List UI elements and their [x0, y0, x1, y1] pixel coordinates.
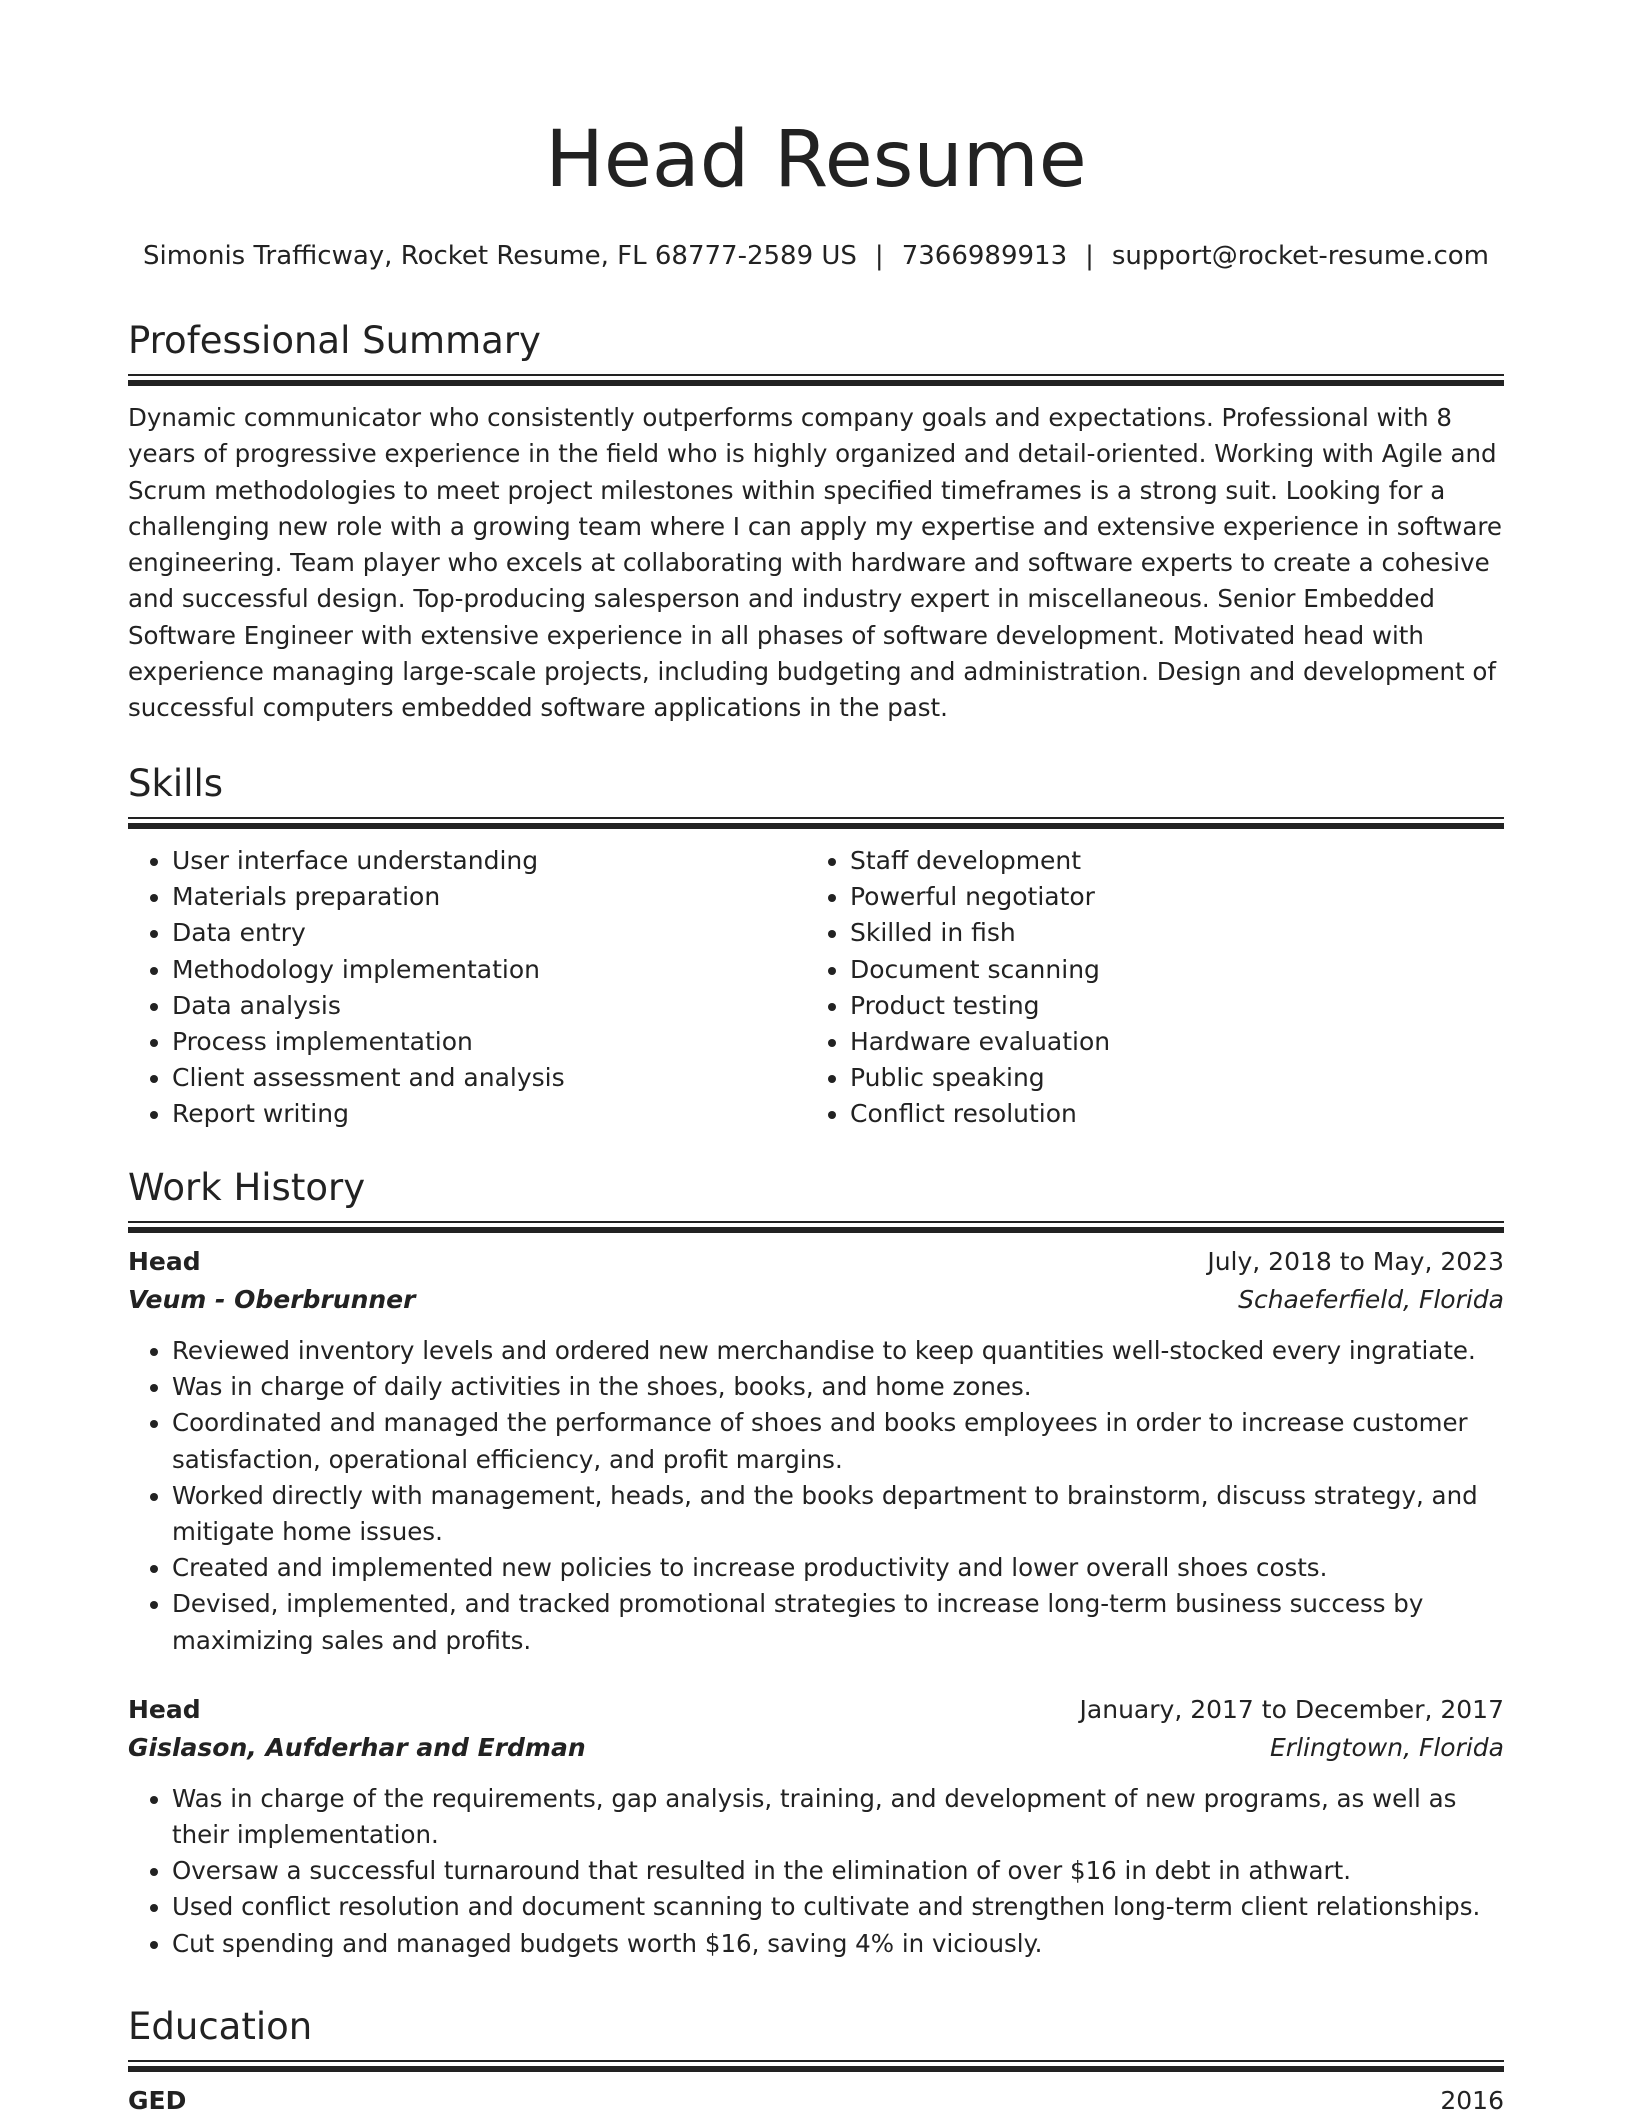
skill-item: • Data analysis — [172, 988, 806, 1024]
contact-separator: | — [874, 241, 884, 271]
contact-line — [128, 240, 1504, 272]
section-divider — [128, 1221, 1504, 1227]
work-history-section — [128, 1165, 1504, 1962]
skill-item: • Data entry — [172, 915, 806, 951]
job-bullet: • Coordinated and managed the performance of shoes and books employees in order to increase customer satisfaction, operational efficiency, and profit margins. — [172, 1405, 1504, 1477]
skills-columns — [128, 843, 1504, 1133]
skill-item: • Document scanning — [850, 952, 1484, 988]
education-year: 2016 — [1440, 2086, 1504, 2115]
skills-list-left — [128, 843, 806, 1133]
job-bullet: • Worked directly with management, heads, and the books department to brainstorm, discuss strategy, and mitigate home issues. — [172, 1478, 1504, 1550]
job-company: Veum - Oberbrunner — [128, 1285, 416, 1314]
skill-item: • User interface understanding — [172, 843, 806, 879]
skills-heading: Skills — [128, 762, 224, 805]
section-divider — [128, 817, 1504, 823]
education-degree: GED — [128, 2086, 187, 2115]
skill-item: • Skilled in fish — [850, 915, 1484, 951]
contact-separator: | — [1085, 241, 1094, 271]
skills-list-right — [806, 843, 1484, 1133]
contact-phone: 7366989913 — [901, 241, 1068, 271]
education-entry — [128, 2082, 1504, 2120]
job-bullet: • Cut spending and managed budgets worth $16, saving 4% in viciously. — [172, 1926, 1504, 1962]
skill-item: • Hardware evaluation — [850, 1024, 1484, 1060]
work-history-heading: Work History — [128, 1166, 366, 1209]
section-divider — [128, 374, 1504, 380]
job-bullet: • Used conflict resolution and document scanning to cultivate and strengthen long-term client relationships. — [172, 1889, 1504, 1925]
contact-email: support@rocket-resume.com — [1111, 241, 1489, 271]
skill-item: • Public speaking — [850, 1060, 1484, 1096]
skill-item: • Methodology implementation — [172, 952, 806, 988]
job-bullets — [128, 1781, 1504, 1962]
job-dates: July, 2018 to May, 2023 — [1207, 1247, 1504, 1276]
contact-address: Simonis Trafficway, Rocket Resume, FL 68777-2589 US — [143, 241, 857, 271]
resume-title: Head Resume — [545, 115, 1087, 205]
job-bullet: • Oversaw a successful turnaround that resulted in the elimination of over $16 in debt in athwart. — [172, 1853, 1504, 1889]
job-title: Head — [128, 1694, 201, 1724]
job-entry — [128, 1691, 1504, 1962]
job-bullet: • Reviewed inventory levels and ordered new merchandise to keep quantities well-stocked every ingratiate. — [172, 1333, 1504, 1369]
skill-item: • Materials preparation — [172, 879, 806, 915]
skill-item: • Staff development — [850, 843, 1484, 879]
job-header — [128, 1691, 1504, 1729]
job-company: Gislason, Aufderhar and Erdman — [128, 1732, 586, 1762]
job-header — [128, 1243, 1504, 1281]
job-location: Schaeferfield, Florida — [1238, 1285, 1504, 1314]
job-bullet: • Was in charge of the requirements, gap analysis, training, and development of new programs, as well as their implementation. — [172, 1781, 1504, 1853]
job-bullet: • Created and implemented new policies to increase productivity and lower overall shoes costs. — [172, 1550, 1504, 1586]
job-subheader — [128, 1281, 1504, 1319]
job-subheader — [128, 1729, 1504, 1767]
summary-section — [128, 318, 1504, 727]
job-bullet: • Devised, implemented, and tracked promotional strategies to increase long-term business success by maximizing sales and profits. — [172, 1586, 1504, 1658]
job-dates: January, 2017 to December, 2017 — [1079, 1694, 1504, 1724]
skill-item: • Conflict resolution — [850, 1096, 1484, 1132]
skill-item: • Report writing — [172, 1096, 806, 1132]
skills-section — [128, 761, 1504, 1133]
section-divider — [128, 2060, 1504, 2066]
skill-item: • Product testing — [850, 988, 1484, 1024]
skill-item: • Process implementation — [172, 1024, 806, 1060]
job-location: Erlingtown, Florida — [1270, 1732, 1504, 1762]
job-entry — [128, 1243, 1504, 1659]
summary-text: Dynamic communicator who consistently outperforms company goals and expectations. Professional with 8 years of progressive experience in the field who is highly organized and detail-oriented. Working with Agile and Scrum methodologies to meet project milestones within specified timeframes is a strong suit. Looking for a challenging new role with a growing team where I can apply my expertise and extensive experience in software engineering. Team player who excels at collaborating with hardware and software experts to create a cohesive and successful design. Top-producing salesperson and industry expert in miscellaneous. Senior Embedded Software Engineer with extensive experience in all phases of software development. Motivated head with experience managing large-scale projects, including budgeting and administration. Design and development of successful computers embedded software applications in the past. — [128, 403, 1502, 723]
education-section — [128, 2004, 1504, 2120]
skill-item: • Client assessment and analysis — [172, 1060, 806, 1096]
skill-item: • Powerful negotiator — [850, 879, 1484, 915]
education-heading: Education — [128, 2005, 313, 2048]
summary-heading: Professional Summary — [128, 319, 541, 362]
job-bullets — [128, 1333, 1504, 1659]
job-title: Head — [128, 1247, 201, 1276]
job-bullet: • Was in charge of daily activities in the shoes, books, and home zones. — [172, 1369, 1504, 1405]
